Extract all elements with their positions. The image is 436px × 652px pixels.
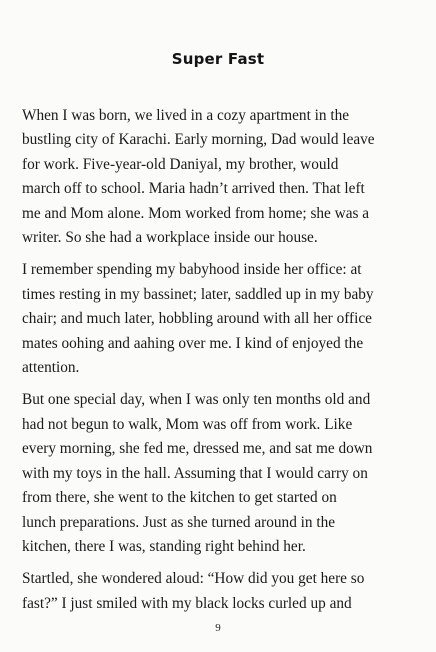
text-line: chair; and much later, hobbling around with all her office: [22, 310, 372, 328]
body-text: [22, 104, 420, 624]
text-line: When I was born, we lived in a cozy apartment in the: [22, 107, 350, 124]
text-line: fast?” I just smiled with my black locks curled up and: [22, 594, 352, 612]
chapter-title: Super Fast: [171, 50, 265, 68]
text-line: for work. Five-year-old Daniyal, my brother, would: [22, 155, 339, 173]
text-line: times resting in my bassinet; later, saddled up in my baby: [22, 285, 374, 303]
text-line: me and Mom alone. Mom worked from home; she was a: [22, 204, 370, 222]
text-line: mates oohing and aahing over me. I kind of enjoyed the: [22, 334, 364, 352]
paragraph-3: [22, 388, 420, 559]
text-line: had not begun to walk, Mom was off from work. Like: [22, 415, 353, 433]
text-line: every morning, she fed me, dressed me, and sat me down: [22, 440, 373, 458]
page-number: 9: [215, 622, 221, 634]
text-line: But one special day, when I was only ten months old and: [22, 391, 371, 409]
text-line: writer. So she had a workplace inside our house.: [22, 229, 318, 247]
text-line: march off to school. Maria hadn’t arrived then. That left: [22, 180, 365, 198]
text-line: with my toys in the hall. Assuming that I would carry on: [22, 464, 368, 482]
text-line: bustling city of Karachi. Early morning, Dad would leave: [22, 131, 375, 149]
text-line: attention.: [22, 359, 80, 377]
text-line: kitchen, there I was, standing right behind her.: [22, 537, 306, 555]
text-line: Startled, she wondered aloud: “How did you get here so: [22, 570, 365, 588]
paragraph-4: [22, 567, 420, 616]
paragraph-2: [22, 258, 420, 380]
text-line: I remember spending my babyhood inside her office: at: [22, 261, 362, 279]
text-line: from there, she went to the kitchen to get started on: [22, 489, 337, 507]
paragraph-1: [22, 104, 420, 250]
text-line: lunch preparations. Just as she turned around in the: [22, 513, 336, 531]
